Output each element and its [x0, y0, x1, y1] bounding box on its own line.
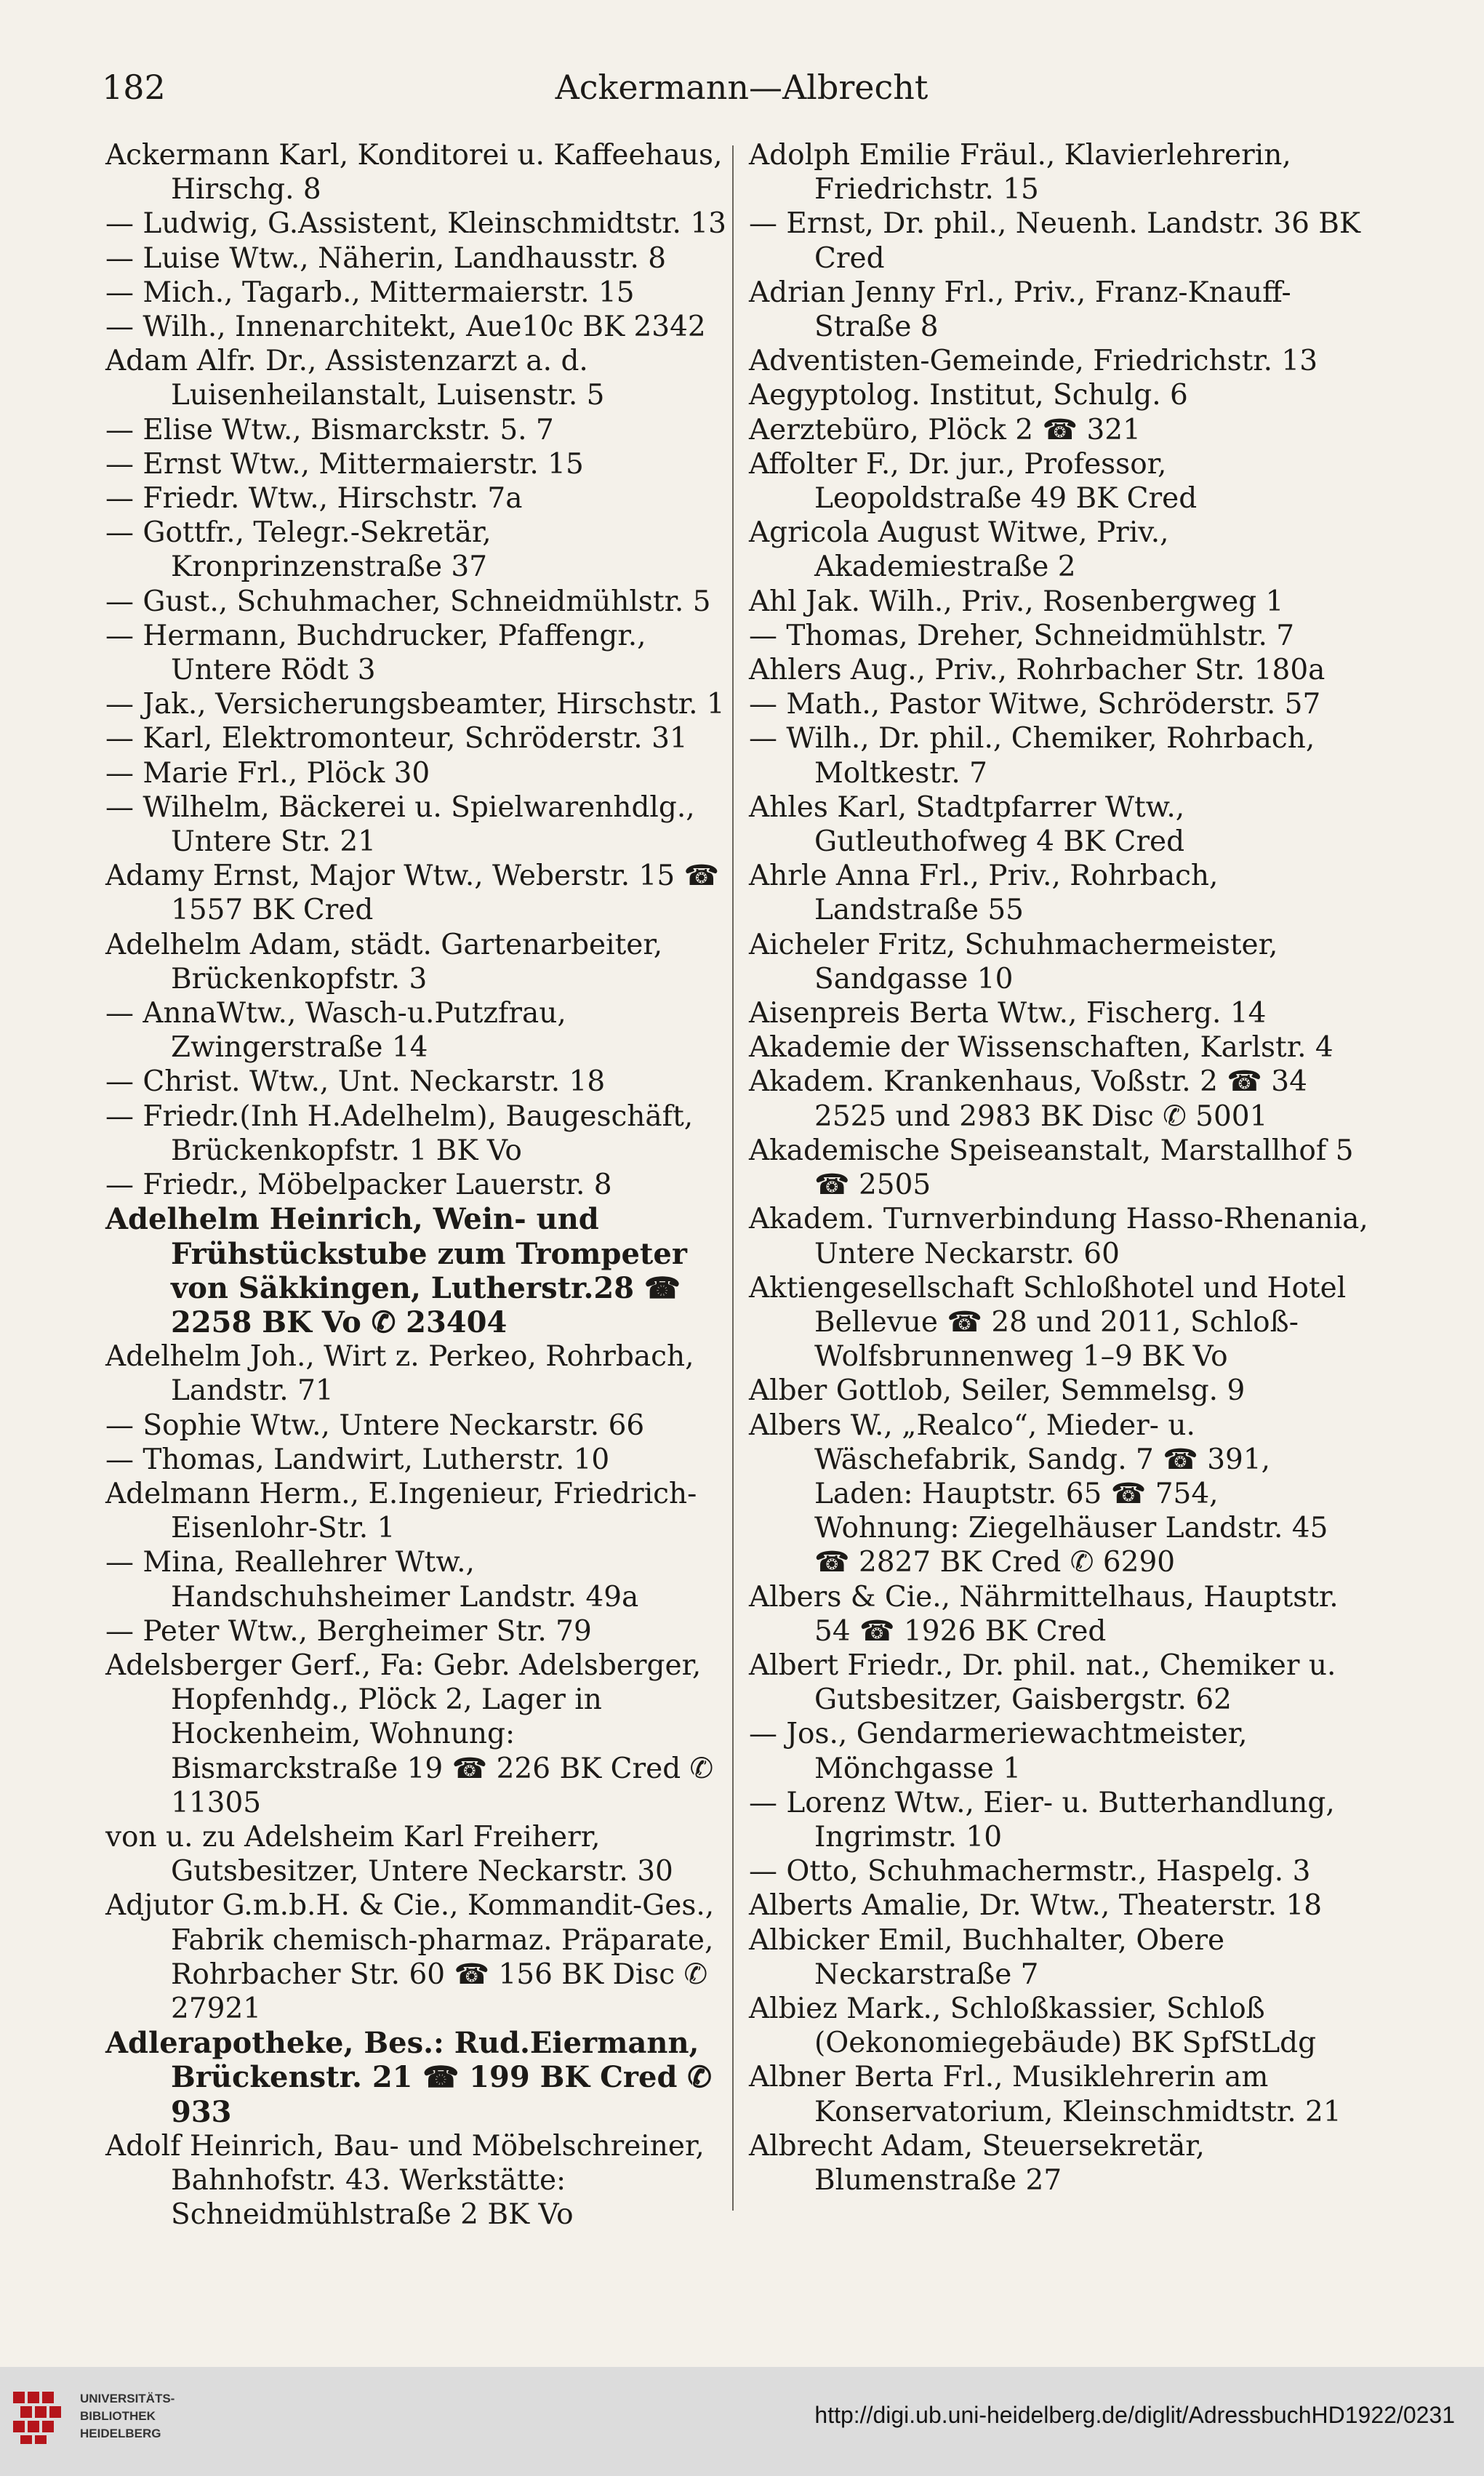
library-name: UNIVERSITÄTS- BIBLIOTHEK HEIDELBERG	[80, 2392, 175, 2440]
directory-entry: — Lorenz Wtw., Eier- u. Butterhandlung, Ingrimstr. 10	[749, 1786, 1335, 1854]
directory-entry: — Gust., Schuhmacher, Schneidmühlstr. 5	[105, 585, 711, 618]
directory-entry: Adventisten-Gemeinde, Friedrichstr. 13	[749, 345, 1318, 378]
directory-entry: Adelmann Herm., E.Ingenieur, Friedrich-Eisenlohr-Str. 1	[105, 1477, 697, 1545]
right-column	[749, 138, 1371, 2197]
source-url-link[interactable]: http://digi.ub.uni-heidelberg.de/diglit/AdressbuchHD1922/0231	[814, 2402, 1455, 2428]
directory-entry: — AnnaWtw., Wasch-u.Putzfrau, Zwingerstraße 14	[105, 997, 566, 1065]
directory-entry: Akademische Speiseanstalt, Marstallhof 5 ☎ 2505	[749, 1134, 1354, 1202]
directory-entry: — Thomas, Dreher, Schneidmühlstr. 7	[749, 619, 1295, 652]
directory-entry: Adamy Ernst, Major Wtw., Weberstr. 15 ☎ 1557 BK Cred	[105, 860, 720, 927]
directory-entry: Ackermann Karl, Konditorei u. Kaffeehaus, Hirschg. 8	[105, 139, 723, 207]
directory-entry: — Friedr. Wtw., Hirschstr. 7a	[105, 482, 523, 516]
directory-entry: — Math., Pastor Witwe, Schröderstr. 57	[749, 688, 1321, 721]
library-logo-icon	[10, 2389, 67, 2447]
column-divider	[732, 145, 734, 2211]
directory-entry: — Mich., Tagarb., Mittermaierstr. 15	[105, 276, 635, 309]
directory-entry: Ahles Karl, Stadtpfarrer Wtw., Gutleuthofweg 4 BK Cred	[749, 790, 1185, 859]
directory-entry: Adelhelm Adam, städt. Gartenarbeiter, Brückenkopfstr. 3	[105, 928, 663, 995]
directory-entry: Adrian Jenny Frl., Priv., Franz-Knauff-Straße 8	[749, 276, 1291, 344]
directory-entry: — Karl, Elektromonteur, Schröderstr. 31	[105, 722, 688, 756]
directory-entry: — Friedr.(Inh H.Adelhelm), Baugeschäft, Brückenkopfstr. 1 BK Vo	[105, 1099, 694, 1167]
directory-entry: Albert Friedr., Dr. phil. nat., Chemiker u. Gutsbesitzer, Gaisbergstr. 62	[749, 1648, 1336, 1717]
directory-entry: — Sophie Wtw., Untere Neckarstr. 66	[105, 1409, 645, 1442]
directory-entry: Ahlers Aug., Priv., Rohrbacher Str. 180a	[749, 654, 1325, 687]
directory-entry: Ahl Jak. Wilh., Priv., Rosenbergweg 1	[749, 585, 1284, 618]
directory-entry: Albrecht Adam, Steuersekretär, Blumenstraße 27	[749, 2129, 1205, 2197]
directory-entry: — Wilh., Innenarchitekt, Aue10c BK 2342	[105, 310, 706, 344]
directory-entry: Affolter F., Dr. jur., Professor, Leopoldstraße 49 BK Cred	[749, 447, 1198, 516]
directory-entry: Adjutor G.m.b.H. & Cie., Kommandit-Ges., Fabrik chemisch-pharmaz. Präparate, Rohrbacher Str. 60 ☎ 156 BK Disc ✆ 27921	[105, 1889, 715, 2025]
page-title: Ackermann—Albrecht	[555, 68, 928, 107]
page-header	[102, 58, 1381, 116]
directory-entry: Adolf Heinrich, Bau- und Möbelschreiner, Bahnhofstr. 43. Werkstätte: Schneidmühlstraße 2 BK Vo	[105, 2129, 705, 2232]
directory-entry: Adelhelm Joh., Wirt z. Perkeo, Rohrbach, Landstr. 71	[105, 1340, 694, 1408]
directory-entry: Albicker Emil, Buchhalter, Obere Neckarstraße 7	[749, 1923, 1225, 1991]
directory-entry: Adlerapotheke, Bes.: Rud.Eiermann, Brückenstr. 21 ☎ 199 BK Cred ✆ 933	[105, 2026, 712, 2129]
directory-entry: — Wilh., Dr. phil., Chemiker, Rohrbach, Moltkestr. 7	[749, 722, 1315, 790]
directory-entry: — Ernst, Dr. phil., Neuenh. Landstr. 36 BK Cred	[749, 207, 1361, 275]
directory-entry: — Peter Wtw., Bergheimer Str. 79	[105, 1614, 592, 1648]
directory-entry: — Otto, Schuhmachermstr., Haspelg. 3	[749, 1855, 1311, 1888]
directory-entry: — Christ. Wtw., Unt. Neckarstr. 18	[105, 1065, 606, 1099]
directory-entry: Aicheler Fritz, Schuhmachermeister, Sandgasse 10	[749, 928, 1278, 995]
directory-entry: — Ludwig, G.Assistent, Kleinschmidtstr. 13	[105, 207, 726, 241]
directory-entry: — Hermann, Buchdrucker, Pfaffengr., Untere Rödt 3	[105, 619, 646, 687]
directory-entry: Albner Berta Frl., Musiklehrerin am Konservatorium, Kleinschmidtstr. 21	[749, 2061, 1341, 2128]
directory-entry: Akadem. Krankenhaus, Voßstr. 2 ☎ 34 2525 und 2983 BK Disc ✆ 5001	[749, 1065, 1307, 1133]
directory-entry: Adolph Emilie Fräul., Klavierlehrerin, Friedrichstr. 15	[749, 139, 1291, 207]
directory-entry: — Gottfr., Telegr.-Sekretär, Kronprinzenstraße 37	[105, 516, 492, 584]
footer-bar	[0, 2367, 1484, 2476]
directory-entry: — Jos., Gendarmeriewachtmeister, Mönchgasse 1	[749, 1718, 1248, 1785]
directory-entry: Adam Alfr. Dr., Assistenzarzt a. d. Luisenheilanstalt, Luisenstr. 5	[105, 345, 605, 412]
directory-entry: — Thomas, Landwirt, Lutherstr. 10	[105, 1443, 610, 1476]
directory-entry: Aisenpreis Berta Wtw., Fischerg. 14	[749, 997, 1267, 1030]
directory-entry: — Mina, Reallehrer Wtw., Handschuhsheimer Landstr. 49a	[105, 1546, 639, 1614]
directory-entry: — Friedr., Möbelpacker Lauerstr. 8	[105, 1169, 612, 1202]
directory-entry: Aegyptolog. Institut, Schulg. 6	[749, 379, 1188, 412]
directory-entry: — Ernst Wtw., Mittermaierstr. 15	[105, 447, 584, 481]
directory-entry: von u. zu Adelsheim Karl Freiherr, Gutsbesitzer, Untere Neckarstr. 30	[105, 1820, 673, 1888]
directory-entry: Alber Gottlob, Seiler, Semmelsg. 9	[749, 1374, 1246, 1408]
directory-entry: Adelhelm Heinrich, Wein- und Frühstückstube zum Trompeter von Säkkingen, Lutherstr.28 ☎ 2258 BK Vo ✆ 23404	[105, 1202, 687, 1339]
directory-entry: — Elise Wtw., Bismarckstr. 5. 7	[105, 413, 554, 446]
directory-entry: Akademie der Wissenschaften, Karlstr. 4	[749, 1031, 1333, 1065]
directory-entry: Albers W., „Realco“, Mieder- u. Wäschefabrik, Sandg. 7 ☎ 391, Laden: Hauptstr. 65 ☎ 754, Wohnung: Ziegelhäuser Landstr. 45 ☎ 2827 BK Cred ✆ 6290	[749, 1409, 1328, 1579]
left-column	[105, 138, 727, 2232]
directory-entry: — Marie Frl., Plöck 30	[105, 756, 430, 790]
directory-entry: — Jak., Versicherungsbeamter, Hirschstr. 1	[105, 688, 725, 721]
directory-entry: Albers & Cie., Nährmittelhaus, Hauptstr. 54 ☎ 1926 BK Cred	[749, 1580, 1339, 1648]
directory-entry: Akadem. Turnverbindung Hasso-Rhenania, Untere Neckarstr. 60	[749, 1203, 1368, 1270]
directory-entry: — Wilhelm, Bäckerei u. Spielwarenhdlg., Untere Str. 21	[105, 790, 695, 859]
directory-entry: — Luise Wtw., Näherin, Landhausstr. 8	[105, 241, 667, 275]
directory-entry: Aerztebüro, Plöck 2 ☎ 321	[749, 413, 1141, 446]
directory-entry: Aktiengesellschaft Schloßhotel und Hotel Bellevue ☎ 28 und 2011, Schloß-Wolfsbrunnenweg 1–9 BK Vo	[749, 1271, 1347, 1374]
page-number: 182	[102, 68, 166, 107]
directory-entry: Agricola August Witwe, Priv., Akademiestraße 2	[749, 516, 1169, 584]
directory-entry: Albiez Mark., Schloßkassier, Schloß (Oekonomiegebäude) BK SpfStLdg	[749, 1992, 1317, 2060]
directory-entry: Adelsberger Gerf., Fa: Gebr. Adelsberger, Hopfenhdg., Plöck 2, Lager in Hockenheim, Wohnung: Bismarckstraße 19 ☎ 226 BK Cred ✆ 11305	[105, 1648, 714, 1819]
directory-entry: Alberts Amalie, Dr. Wtw., Theaterstr. 18	[749, 1889, 1323, 1923]
directory-entry: Ahrle Anna Frl., Priv., Rohrbach, Landstraße 55	[749, 860, 1219, 927]
